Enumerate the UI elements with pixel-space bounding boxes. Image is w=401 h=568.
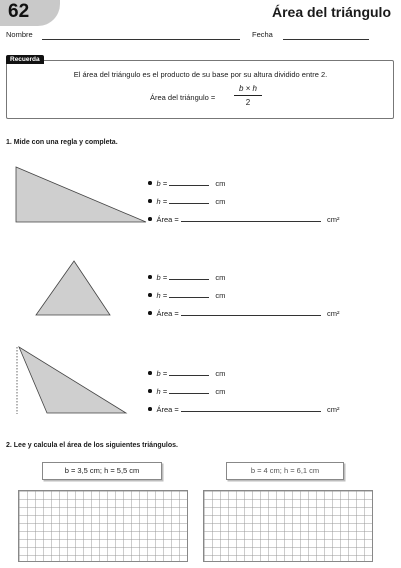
tri3-height-unit: cm [215,387,226,396]
tri1-area-blank[interactable] [181,221,321,222]
tri2-base-label: b = [156,273,168,282]
tri2-height-unit: cm [215,291,226,300]
tri2-height-row [148,291,225,300]
grid-2[interactable] [203,490,373,562]
tri1-base-unit: cm [215,179,226,188]
triangle-3 [19,347,126,413]
given-box-1 [42,462,162,480]
page-title: Área del triángulo [271,4,391,20]
tri2-base-blank[interactable] [169,279,209,280]
tri1-area-unit: cm² [327,215,340,224]
tri3-height-label: h = [156,387,168,396]
tri2-area-unit: cm² [327,309,340,318]
name-label: Nombre [6,30,33,39]
triangles-figure [0,150,150,430]
formula-denominator: 2 [245,98,251,107]
tri2-area-blank[interactable] [181,315,321,316]
exercise-1-title: 1. Mide con una regla y completa. [6,139,118,146]
tri3-base-unit: cm [215,369,226,378]
tri3-area-label: Área = [156,405,179,414]
tri3-base-row [148,369,225,378]
tri2-base-unit: cm [215,273,226,282]
date-label: Fecha [252,30,273,39]
tri1-area-row [148,215,340,224]
tri1-height-blank[interactable] [169,203,209,204]
given-box-2 [226,462,344,480]
exercise-2-title: 2. Lee y calcula el área de los siguientes triángulos. [6,442,178,449]
tri1-height-label: h = [156,197,168,206]
tri2-area-label: Área = [156,309,179,318]
formula-label: Área del triángulo = [150,93,216,102]
formula-fraction-bar [234,95,262,96]
tri2-base-row [148,273,225,282]
tri3-height-row [148,387,225,396]
tri1-height-row [148,197,225,206]
tri2-height-label: h = [156,291,168,300]
given-2-text: b = 4 cm; h = 6,1 cm [250,466,320,475]
formula-numerator: b × h [238,84,257,93]
page-number: 62 [8,1,30,22]
tri3-area-unit: cm² [327,405,340,414]
date-field[interactable] [283,39,369,40]
recuerda-text: El área del triángulo es el producto de su base por su altura dividido entre 2. [73,70,328,79]
tri3-base-blank[interactable] [169,375,209,376]
tri3-area-row [148,405,340,414]
tri3-base-label: b = [156,369,168,378]
triangle-1 [16,167,146,222]
triangle-2 [36,261,110,315]
recuerda-tag: Recuerda [6,55,44,64]
tri3-height-blank[interactable] [169,393,209,394]
tri2-area-row [148,309,340,318]
tri1-base-row [148,179,225,188]
tri2-height-blank[interactable] [169,297,209,298]
tri1-height-unit: cm [215,197,226,206]
grid-1[interactable] [18,490,188,562]
tri3-area-blank[interactable] [181,411,321,412]
tri1-base-label: b = [156,179,168,188]
name-field[interactable] [42,39,240,40]
recuerda-box [6,60,394,119]
tri1-area-label: Área = [156,215,179,224]
given-1-text: b = 3,5 cm; h = 5,5 cm [64,466,140,475]
tri1-base-blank[interactable] [169,185,209,186]
